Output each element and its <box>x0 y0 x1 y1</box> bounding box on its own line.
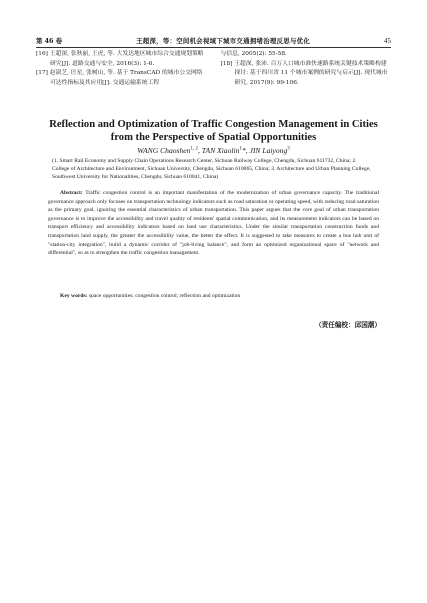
page-number: 45 <box>384 37 391 45</box>
reference-16: [16] 王超深, 张秋丽, 王虎, 等. 大发达地区城市综合交通规划策略研究[J]. 道路交通与安全, 2016(3): 1-6. <box>36 51 204 67</box>
abstract-text: Traffic congestion control is an important manifestation of the modernization of urban governance capacity. The traditional governance approach only focuses on transportation technology indicators such as road saturation or operating speed, with reducing road saturation as the primary goal, ignoring the essential characteristics of urban transportation. This paper argues that the core goal of urban transportation governance is to improve the accessibility and travel quality of residents' spatial communication, and its measurement indicators can be based on transport efficiency and accessibility indicators based on land use characteristics. Under the similar transportation construction funds and transportation land supply, the greater the accessibility value, the better the effect. It is suggested to take measures to create a bus hub unit of "station-city integration", build a dynamic corridor of "job-living balance", and form an optimized organizational space of "network and differential", so as to strengthen the traffic congestion management. <box>48 190 379 257</box>
author-name: JIN Laiyong <box>249 146 288 155</box>
author-affil-sup: 3 <box>287 146 290 152</box>
keywords-line <box>48 292 379 301</box>
responsible-editor-note: （责任编校：邱国潮） <box>315 321 381 329</box>
keywords-text: space opportunities; congestion control; reflection and optimization <box>88 293 241 299</box>
keywords-label: Key words: <box>60 293 88 299</box>
author-name: TAN Xiaolin <box>201 146 240 155</box>
author-name: WANG Chaoshen <box>137 146 191 155</box>
references-left-column <box>36 50 207 88</box>
affiliations: (1. Smart Rail Economy and Supply Chain Operations Research Center, Sichuan Railway College, Chengdu, Sichuan 611732, China; 2. College of Architecture and Environment, Sichuan University, Chengdu, Sichuan 610065, China; 3. Architecture and Urban Planning College, Southwest University for Nationalities, Chengdu, Sichuan 610041, China) <box>52 158 371 181</box>
reference-17: [17] 赵淑芝, 匡星, 张树山, 等. 基于 TransCAD 的城市公交网络可达性指标及其应用[J]. 交通运输系统工程 <box>36 70 203 86</box>
english-title: Reflection and Optimization of Traffic Congestion Management in Cities from the Perspective of Spatial Opportunities <box>49 119 378 143</box>
author-affil-sup: 1, 2 <box>190 146 198 152</box>
reference-17-continued: 与信息, 2005(2): 55-58. <box>220 51 287 57</box>
abstract-paragraph <box>48 189 379 258</box>
volume-label: 第 46 卷 <box>36 37 63 45</box>
reference-18: [18] 王超深, 张沛. 百万人口城市准快速路系统关键技术策略构建探讨: 基于四川省 11 个城市案例的研究与启示[J]. 现代城市研究, 2017(9): 99-106. <box>220 60 388 86</box>
abstract-label: Abstract: <box>60 190 83 196</box>
corresponding-mark: * <box>241 146 246 155</box>
references-block <box>36 50 391 88</box>
references-right-column <box>221 50 392 88</box>
author-affil-sup: 1 <box>239 146 242 152</box>
author-line: WANG Chaoshen$^{1, 2}$, TAN Xiaolin$^1$*, JIN Laiyong$^3$ <box>137 146 290 155</box>
running-title: 王超深，等：空间机会视域下城市交通拥堵治理反思与优化 <box>136 37 311 45</box>
running-header <box>36 36 391 48</box>
